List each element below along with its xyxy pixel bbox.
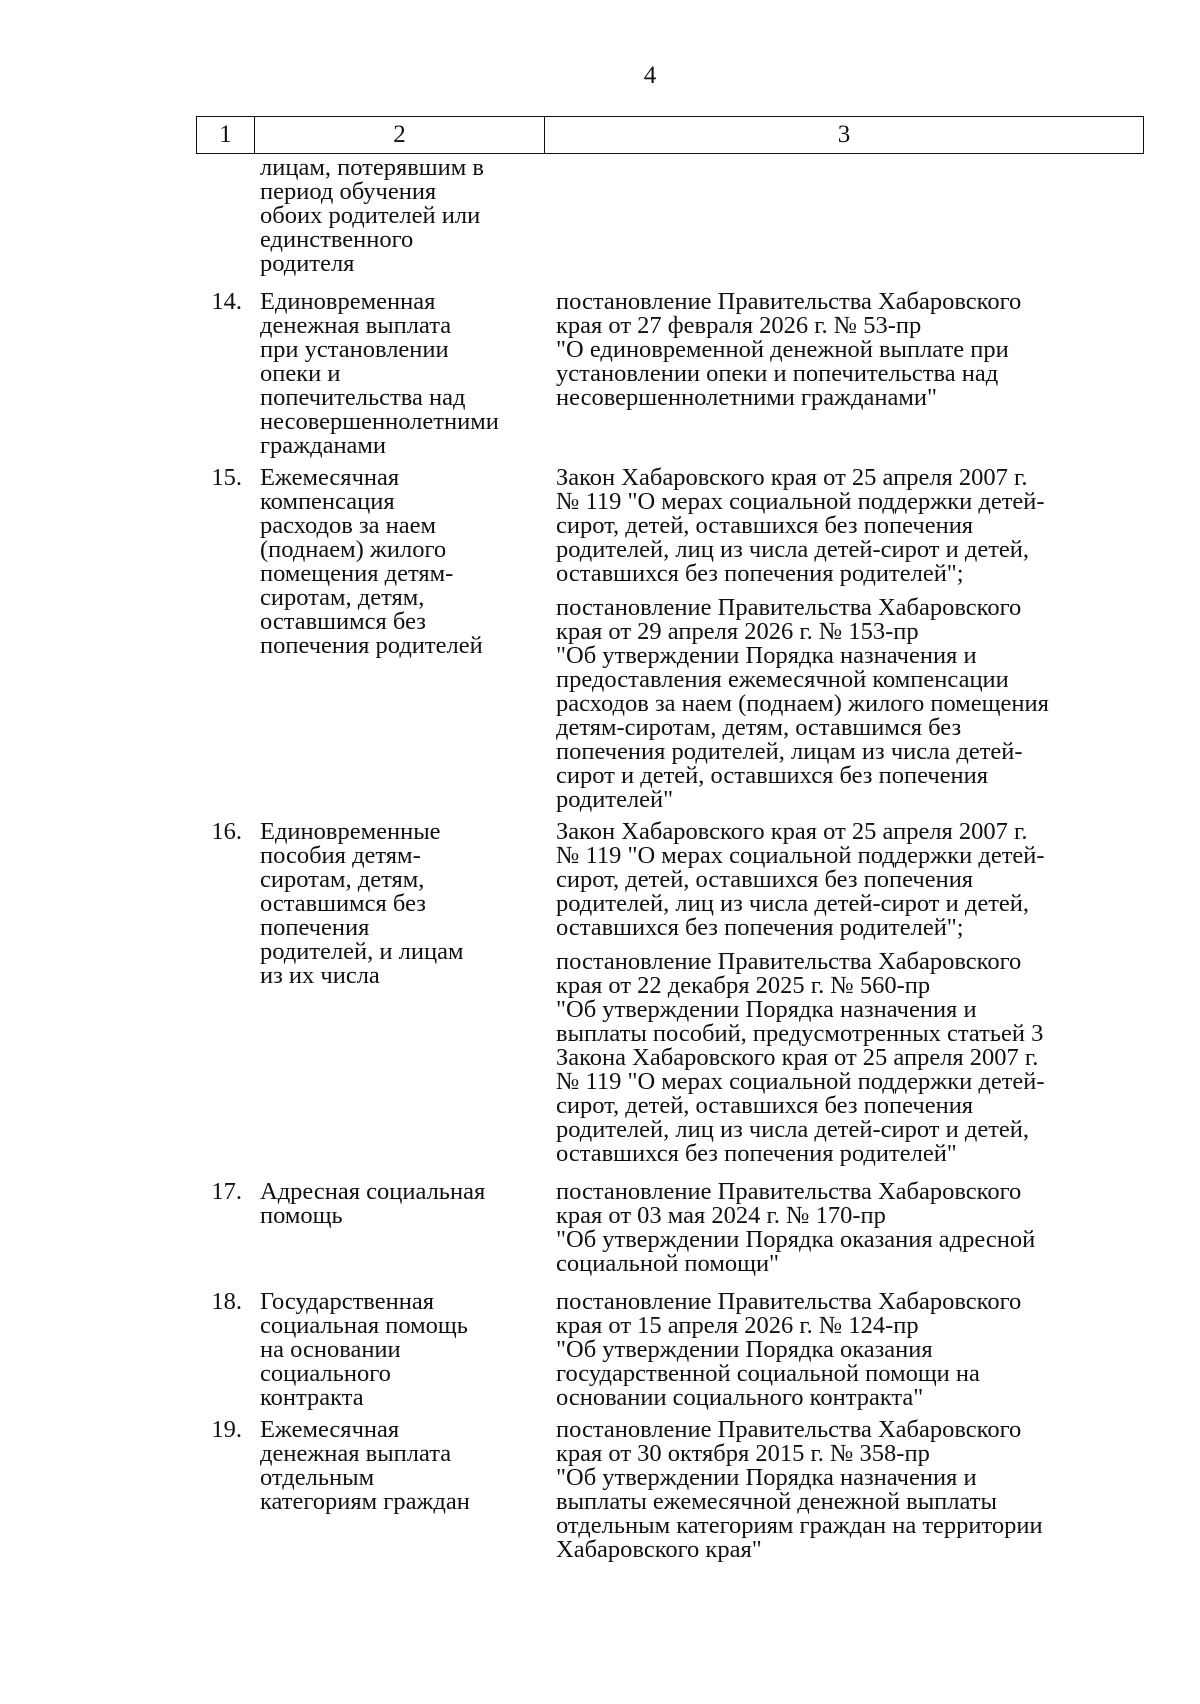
table-row-continuation (196, 156, 1144, 276)
benefit-name (254, 1418, 544, 1562)
legal-act-line: отдельным категориям граждан на территории (556, 1512, 1043, 1539)
legal-act-line: Закон Хабаровского края от 25 апреля 2007 г. (556, 818, 1028, 845)
legal-act-line: оставшихся без попечения родителей"; (556, 914, 964, 941)
legal-act-line: детям-сиротам, детям, оставшимся без (556, 714, 962, 741)
table-row (196, 1290, 1144, 1410)
table-row (196, 290, 1144, 458)
benefit-name-line: единственного (260, 226, 414, 253)
benefit-name-line: сиротам, детям, (260, 584, 425, 611)
benefit-name-line: из их числа (260, 962, 380, 989)
benefit-name-line: (поднаем) жилого (260, 536, 447, 563)
legal-act-line: установлении опеки и попечительства над (556, 360, 999, 387)
legal-act-line: выплаты ежемесячной денежной выплаты (556, 1488, 997, 1515)
legal-act-line: государственной социальной помощи на (556, 1360, 980, 1387)
column-header-3: 3 (837, 121, 851, 148)
legal-basis (544, 1290, 1144, 1410)
benefit-name-line: опеки и (260, 360, 341, 387)
column-header-2: 2 (255, 117, 545, 153)
legal-act-line: несовершеннолетними гражданами" (556, 384, 937, 411)
legal-act (556, 1290, 1144, 1410)
legal-basis (544, 290, 1144, 458)
row-number: 17. (211, 1178, 242, 1205)
legal-act-line: сирот, детей, оставшихся без попечения (556, 1092, 974, 1119)
legal-act (556, 820, 1144, 940)
benefit-name-line: лицам, потерявшим в (260, 154, 484, 181)
benefit-name-line: несовершеннолетними (260, 408, 499, 435)
page-number: 4 (643, 62, 657, 89)
legal-act-line: родителей" (556, 786, 674, 813)
benefit-name-line: Государственная (260, 1288, 434, 1315)
legal-act-line: расходов за наем (поднаем) жилого помещения (556, 690, 1049, 717)
benefit-name-line: категориям граждан (260, 1488, 470, 1515)
row-number (196, 156, 254, 276)
benefit-name-line: Ежемесячная (260, 1416, 400, 1443)
benefit-name-line: Ежемесячная (260, 464, 400, 491)
row-number: 15. (211, 464, 242, 491)
legal-act-line: оставшихся без попечения родителей"; (556, 560, 964, 587)
benefit-name (254, 290, 544, 458)
table-row (196, 466, 1144, 812)
legal-act-line: родителей, лиц из числа детей-сирот и детей, (556, 1116, 1030, 1143)
legal-act-line: "Об утверждении Порядка назначения и (556, 642, 977, 669)
benefit-name-line: родителей, и лицам (260, 938, 464, 965)
legal-act-line: родителей, лиц из числа детей-сирот и детей, (556, 536, 1030, 563)
legal-basis (544, 466, 1144, 812)
legal-act-line: оставшихся без попечения родителей" (556, 1140, 957, 1167)
benefit-name-line: Единовременная (260, 288, 436, 315)
legal-basis (544, 820, 1144, 1166)
benefits-table (196, 116, 1144, 1562)
table-header-row (196, 116, 1144, 154)
benefit-name-line: социального (260, 1360, 391, 1387)
legal-act-line: предоставления ежемесячной компенсации (556, 666, 1009, 693)
benefit-name-line: на основании (260, 1336, 401, 1363)
legal-basis (544, 1180, 1144, 1276)
benefit-name-line: период обучения (260, 178, 437, 205)
benefit-name (254, 156, 544, 276)
benefit-name-line: обоих родителей или (260, 202, 481, 229)
legal-act-line: № 119 "О мерах социальной поддержки детей- (556, 1068, 1045, 1095)
benefit-name-line: при установлении (260, 336, 449, 363)
benefit-name-line: денежная выплата (260, 1440, 452, 1467)
benefit-name-line: компенсация (260, 488, 395, 515)
legal-act-line: края от 15 апреля 2026 г. № 124-пр (556, 1312, 919, 1339)
legal-act-line: Закон Хабаровского края от 25 апреля 2007 г. (556, 464, 1028, 491)
legal-act (556, 950, 1144, 1166)
legal-act-line: края от 30 октября 2015 г. № 358-пр (556, 1440, 930, 1467)
legal-act-line: № 119 "О мерах социальной поддержки детей- (556, 842, 1045, 869)
legal-act (556, 290, 1144, 410)
legal-act (556, 1418, 1144, 1562)
legal-act-line: постановление Правительства Хабаровского (556, 288, 1022, 315)
row-number: 14. (211, 288, 242, 315)
benefit-name-line: помещения детям- (260, 560, 454, 587)
legal-act-line: "Об утверждении Порядка оказания адресной (556, 1226, 1036, 1253)
benefit-name-line: гражданами (260, 432, 387, 459)
table-body (196, 156, 1144, 1562)
benefit-name (254, 1180, 544, 1276)
legal-act-line: родителей, лиц из числа детей-сирот и детей, (556, 890, 1030, 917)
benefit-name-line: помощь (260, 1202, 343, 1229)
row-number: 19. (211, 1416, 242, 1443)
legal-act-line: основании социального контракта" (556, 1384, 924, 1411)
legal-basis (544, 156, 1144, 276)
legal-act-line: "Об утверждении Порядка назначения и (556, 996, 977, 1023)
benefit-name (254, 820, 544, 1166)
benefit-name-line: расходов за наем (260, 512, 436, 539)
benefit-name-line: контракта (260, 1384, 364, 1411)
legal-act-line: социальной помощи" (556, 1250, 780, 1277)
benefit-name (254, 466, 544, 812)
legal-act-line: постановление Правительства Хабаровского (556, 594, 1022, 621)
benefit-name-line: сиротам, детям, (260, 866, 425, 893)
row-number: 18. (211, 1288, 242, 1315)
benefit-name-line: пособия детям- (260, 842, 421, 869)
legal-act-line: края от 22 декабря 2025 г. № 560-пр (556, 972, 931, 999)
table-row (196, 1180, 1144, 1276)
row-number: 16. (211, 818, 242, 845)
legal-act-line: сирот и детей, оставшихся без попечения (556, 762, 989, 789)
benefit-name-line: денежная выплата (260, 312, 452, 339)
legal-act-line: сирот, детей, оставшихся без попечения (556, 512, 974, 539)
legal-act-line: "Об утверждении Порядка оказания (556, 1336, 933, 1363)
benefit-name-line: Адресная социальная (260, 1178, 486, 1205)
legal-act-line: № 119 "О мерах социальной поддержки детей- (556, 488, 1045, 515)
benefit-name-line: оставшимся без (260, 608, 426, 635)
legal-act-line: выплаты пособий, предусмотренных статьей 3 (556, 1020, 1044, 1047)
benefit-name-line: родителя (260, 250, 355, 277)
benefit-name-line: попечения родителей (260, 632, 483, 659)
legal-act-line: постановление Правительства Хабаровского (556, 948, 1022, 975)
legal-act (556, 1180, 1144, 1276)
legal-act-line: Закона Хабаровского края от 25 апреля 2007 г. (556, 1044, 1039, 1071)
benefit-name-line: отдельным (260, 1464, 375, 1491)
legal-act-line: Хабаровского края" (556, 1536, 762, 1563)
table-row (196, 1418, 1144, 1562)
benefit-name-line: оставшимся без (260, 890, 426, 917)
legal-act-line: постановление Правительства Хабаровского (556, 1288, 1022, 1315)
legal-act-line: "Об утверждении Порядка назначения и (556, 1464, 977, 1491)
benefit-name-line: социальная помощь (260, 1312, 468, 1339)
benefit-name (254, 1290, 544, 1410)
table-row (196, 820, 1144, 1166)
legal-act-line: постановление Правительства Хабаровского (556, 1416, 1022, 1443)
legal-act-line: края от 03 мая 2024 г. № 170-пр (556, 1202, 886, 1229)
legal-act-line: края от 27 февраля 2026 г. № 53-пр (556, 312, 922, 339)
column-header-1: 1 (197, 117, 255, 153)
legal-act (556, 596, 1144, 812)
legal-act-line: постановление Правительства Хабаровского (556, 1178, 1022, 1205)
benefit-name-line: попечительства над (260, 384, 466, 411)
legal-act-line: попечения родителей, лицам из числа детей- (556, 738, 1023, 765)
legal-act-line: края от 29 апреля 2026 г. № 153-пр (556, 618, 919, 645)
benefit-name-line: Единовременные (260, 818, 441, 845)
legal-act (556, 466, 1144, 586)
legal-act-line: "О единовременной денежной выплате при (556, 336, 1009, 363)
benefit-name-line: попечения (260, 914, 370, 941)
legal-basis (544, 1418, 1144, 1562)
legal-act-line: сирот, детей, оставшихся без попечения (556, 866, 974, 893)
